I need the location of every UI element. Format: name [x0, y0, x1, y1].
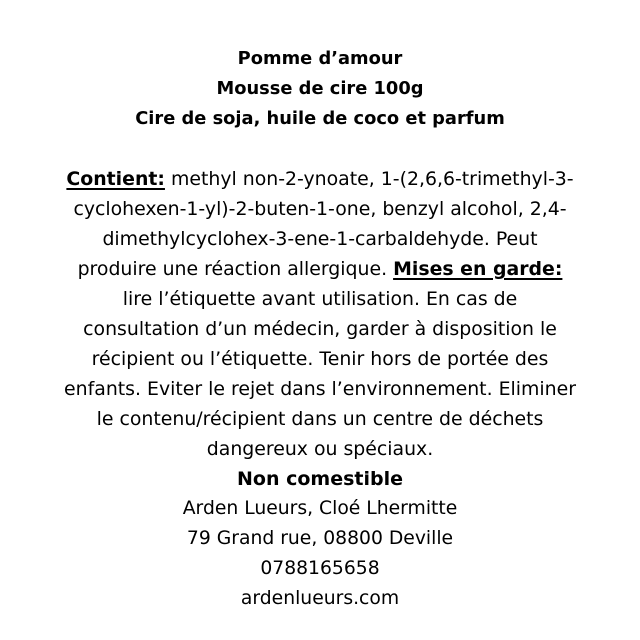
maker-address: 79 Grand rue, 08800 Deville	[186, 528, 454, 549]
maker-phone: 0788165658	[260, 558, 380, 579]
warning-line-8: enfants. Eviter le rejet dans l’environnement. Eliminer	[64, 378, 576, 400]
safety-warning	[0, 164, 640, 494]
product-name: Pomme d’amour	[237, 48, 403, 69]
warning-line-5: lire l’étiquette avant utilisation. En cas de	[122, 288, 518, 310]
product-format: Mousse de cire 100g	[216, 78, 424, 99]
warning-line-6: consultation d’un médecin, garder à disposition le	[83, 318, 557, 340]
warning-line-4	[28, 254, 612, 284]
warning-line-1	[28, 164, 612, 194]
product-header	[0, 44, 640, 134]
warning-text-4: produire une réaction allergique.	[77, 258, 394, 280]
warning-text-1: methyl non-2-ynoate, 1-(2,6,6-trimethyl-3-	[164, 168, 574, 190]
caution-label: Mises en garde:	[393, 258, 563, 280]
product-ingredients: Cire de soja, huile de coco et parfum	[135, 108, 505, 129]
contains-label: Contient:	[66, 168, 165, 190]
warning-line-7: récipient ou l’étiquette. Tenir hors de portée des	[91, 348, 549, 370]
spacer	[0, 134, 640, 164]
warning-line-3: dimethylcyclohex-3-ene-1-carbaldehyde. Peut	[102, 228, 538, 250]
maker-website: ardenlueurs.com	[240, 588, 400, 609]
contact-block	[0, 494, 640, 614]
warning-line-10: dangereux ou spéciaux.	[206, 438, 434, 460]
maker-name: Arden Lueurs, Cloé Lhermitte	[182, 498, 458, 519]
not-edible-notice: Non comestible	[237, 468, 403, 490]
warning-line-2: cyclohexen-1-yl)-2-buten-1-one, benzyl alcohol, 2,4-	[73, 198, 567, 220]
warning-line-9: le contenu/récipient dans un centre de déchets	[96, 408, 544, 430]
